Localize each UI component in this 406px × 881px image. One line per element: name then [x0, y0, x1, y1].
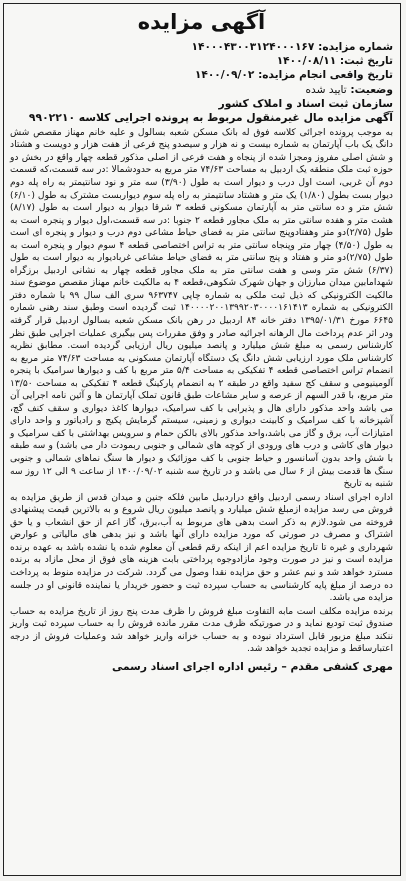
auction-number-value: ۱۴۰۰۰۴۳۰۰۳۱۲۴۰۰۰۱۶۷ — [191, 41, 315, 53]
notice-body — [10, 127, 393, 656]
auction-number-line — [10, 40, 393, 54]
auction-number-label: شماره مزایده: — [318, 41, 393, 53]
registration-date-line — [10, 54, 393, 68]
notice-subject: آگهی مزایده مال غیرمنقول مربوط به پرونده اجرایی کلاسه ۹۹۰۲۲۱۰ — [28, 111, 393, 125]
body-paragraph-3: برنده مزایده مکلف است مابه التفاوت مبلغ فروش را ظرف مدت پنج روز از تاریخ مزایده به حساب صندوق ثبت تودیع نماید و در صورتیکه ظرف مدت مقرر مانده فروش را به حساب سپرده ثبت واریز ننکند مبلغ مزبور قابل استرداد نبوده و به حساب خزانه واریز خواهد شد وعملیات فروش از درجه اعتبارساقط و مزایده تجدید خواهد شد. — [10, 606, 393, 655]
status-line — [10, 83, 393, 97]
actual-date-line — [10, 68, 393, 82]
auction-notice — [3, 3, 401, 876]
status-value: تایید شده — [305, 83, 347, 96]
registration-date-value: ۱۴۰۰/۰۸/۱۱ — [276, 55, 337, 68]
actual-date-value: ۱۴۰۰/۰۹/۰۲ — [194, 69, 255, 82]
status-label: وضعیت: — [350, 83, 393, 96]
notice-title: آگهی مزایده — [137, 10, 266, 34]
body-paragraph-2: اداره اجرای اسناد رسمی اردبیل واقع دراردبیل مابین فلکه جنین و میدان قدس از طریق مزایده به فروش می رسد مزایده ازمبلغ شش میلیارد و پانصد میلیون ریال شروع و به بالاترین قیمت پیشنهادی فروخته می شود.لازم به ذکر است بدهی های مربوط به آب،برق، گاز اعم از حق انشعاب و یا حق اشتراک و مصرف در صورتی که مورد مزایده دارای آنها باشد و نیز بدهی های مالیاتی و عوارض شهرداری و غیره تا تاریخ مزایده اعم از اینکه رقم قطعی آن معلوم شده یا نشده باشد به عهده برنده مزایده است و نیز در صورت وجود مازادوجوه پرداختی بابت هزینه های فوق از محل مازاد به برنده مسترد خواهد شد و نیم عشر و حق مزایده نقدا وصول می گردد. شرکت در مزایده منوط به پرداخت ده درصد از مبلغ پایه کارشناسی به حساب سپرده ثبت و حضور خریدار یا نماینده قانونی او در جلسه مزایده می باشد. — [10, 492, 393, 604]
actual-date-label: تاریخ واقعی انجام مزایده: — [258, 69, 393, 82]
body-paragraph-1: به موجب پرونده اجرائی کلاسه فوق له بانک مسکن شعبه بسالول و علیه خانم مهناز مقصص شش دانگ یک باب آپارتمان به شماره بیست و نه هزار و سیصدو پنج فرعی از هفت هزار و دویست و هشتاد و شش اصلی مفروز ومجزا شده از پنجاه و هفت فرعی از اصلی مذکور قطعه چهار واقع در بخش دو حوزه ثبت ملک منطقه یک اردبیل به مساحت ۷۴/۶۳ متر مربع به حدودشمالا :در سه قسمت،که قسمت دوم آن غربی، است اول درب و دیوار است به طول (۳/۹۰) سه متر و نود سانتیمتر به راه پله دوم دیوار بست بطول (۱/۸۰) یک متر و هشتاد سانتیمتر به راه پله سوم دیواربست مشترک به طول (۶/۱۰) شش متر و ده سانتی متر به آپارتمان مسکونی قطعه ۳ شرقا دیوار به دیوار است به طول (۸/۱۷) هشت متر و هفده سانتی متر به ملک مجاور قطعه ۲ جنوبا :در سه قسمت،اول دیوار و پنجره است به طول (۲/۷۵)دو متر وهفتادوپنج سانتی متر به فضای حیاط مشاعی دوم درب و دیوار و پنجره ای است به طول (۴/۵۰) چهار متر وپنجاه سانتی متر به تراس اختصاصی قطعه ۴ سوم دیوار و پنجره است به طول (۲/۷۵)دو متر و هفتاد و پنج سانتی متر به فضای حیاط مشاعی غربادیوار به دیوار است به طول (۶/۳۷) شش متر وسی و هفت سانتی متر به ملک مجاور قطعه چهار به نشانی اردبیل برزگراه شهدامابین میدان مبارزان و جهان شهرک شکوهی،قطعه ۴ به مالکیت خانم مهناز مقصص موضوع سند مالکیت الکترونیکی که ذیل ثبت ملکی به شماره چاپی ۹۶۳۷۴۷ سری الف سال ۹۹ با شماره دفتر الکترونیکی به شماره ۱۴۰۰۰۰۲۰۰۱۳۹۹۲۰۳۰۰۰۰۱۶۱۴۱۳ ثبت گردیده است وطبق سند رهنی شماره ۶۶۴۵ مورخ ۱۳۹۵/۰۱/۳۱ دفتر خانه ۸۴ اردبیل در رهن بانک مسکن شعبه بسالول اردبیل قرار گرفته ودر اثر عدم پرداخت مال الرهانه اجرائیه صادر و وفق مقررات پس بیگیری عملیات اجرایی طبق نظر کارشناس رسمی به مبلغ شش میلیارد و پانصد میلیون ریال ارزیابی گردیده است. مطابق نظریه کارشناس ملک مورد ارزیابی شش دانگ یک دستگاه آپارتمان مسکونی به مساحت ۷۴/۶۳ متر مربع به انضمام تراس اختصاصی قطعه ۴ تفکیکی به مساحت ۵/۴ متر مربع با کف و دیوارها سرامیک با پنجره آلومینیومی و سقف کج سفید واقع در طبقه ۲ به انضمام پارکینگ قطعه ۴ تفکیکی به مساحت ۱۳/۵۰ متر مربع، با قدر السهم از عرصه و سایر مشاعات طبق قانون تملک آپارتمان ها و آئین نامه اجرایی آن می باشد واحد مذکور دارای هال و پذیرایی با کف سرامیک، دیوارها کاغذ دیواری و سقف کنف گچ، آشپزخانه با کف سرامیک و کابینت دیواری و زمینی، سیستم گرمایش پکیج و رادیاتور و واحد دارای امتیازات آب، برق و گاز می باشد،واحد مذکور بالای بالکن حمام و سرویس بهداشتی با کف سرامیک و دیوار های کاشی و درب های ورودی از کوچه های شمالی و جنوبی ربمودت دار می باشد) و سه طبقه با شش واحد بدون آسانسور و حیاط جنوبی با کف موزائیک و دیوار ها سنگ نماهای شمالی و جنوبی سنگ ها قدمت بیش از ۶ سال می باشد و در تاریخ سه شنبه ۱۴۰۰/۰۹/۰۲ از ساعت ۹ الی ۱۲ روز سه شنبه به تاریخ — [10, 127, 394, 490]
organization-name: سازمان ثبت اسناد و املاک کشور — [218, 96, 393, 110]
signature-line: مهری کشفی مقدم – رئیس اداره اجرای اسناد رسمی — [111, 659, 393, 673]
registration-date-label: تاریخ ثبت: — [339, 55, 393, 68]
